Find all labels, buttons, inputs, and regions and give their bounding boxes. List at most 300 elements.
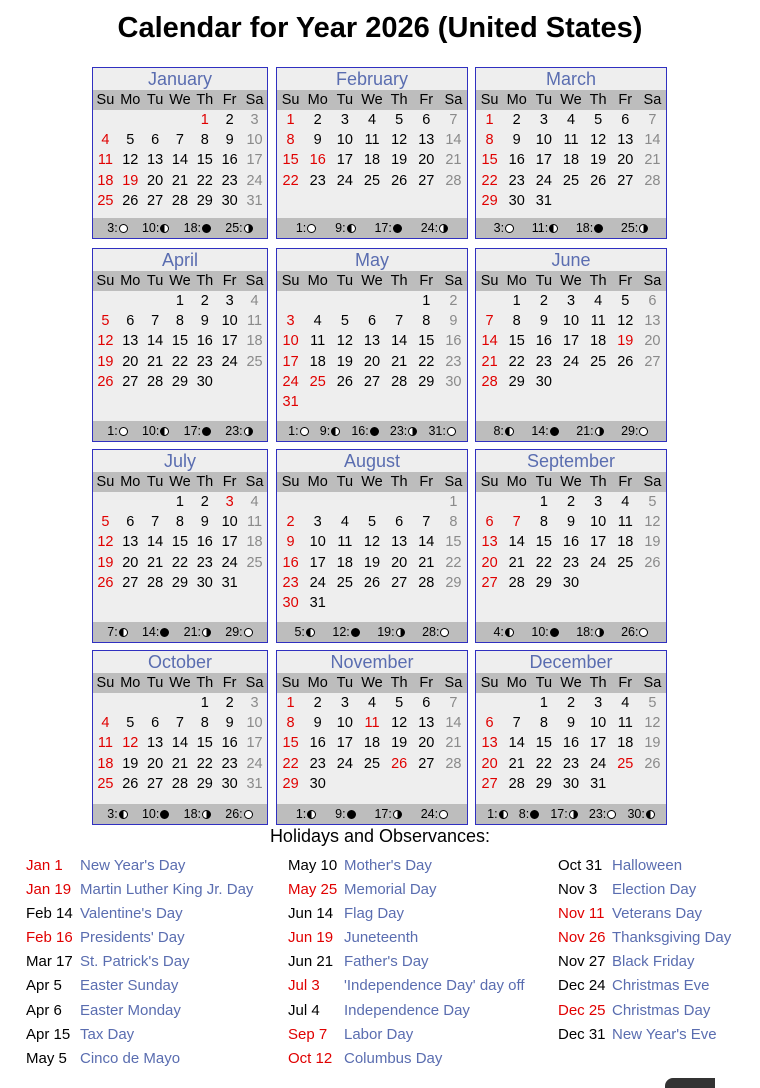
last-moon-icon [119,628,128,637]
day-cell: 2 [225,112,234,129]
day-cell: 21 [171,172,189,189]
month-october [92,650,268,825]
holiday-date: Dec 31 [558,1025,606,1043]
day-cell: 5 [126,132,135,149]
day-cell: 19 [644,534,661,551]
day-cell: 29 [481,192,498,209]
day-cell: 23 [221,172,238,189]
holiday-date: Jul 4 [288,1001,320,1019]
day-cell: 21 [445,735,462,752]
holiday-item [26,1050,253,1074]
day-cell: 10 [336,132,353,149]
weekday-header: Su [277,673,304,693]
day-cell: 15 [481,152,498,169]
weekday-header: Fr [217,271,242,291]
moon-phase-date: 16: [351,424,369,438]
empty-cell [93,291,118,311]
day-cell: 20 [363,353,381,370]
day-cell: 27 [391,574,408,591]
moon-phase-date: 23: [225,424,243,438]
holiday-link[interactable]: Election Day [612,881,697,899]
month-title[interactable]: January [147,69,213,89]
weekday-header: Su [476,673,503,693]
moon-phase [142,807,169,821]
weekday-header: Th [386,90,413,110]
weekday-header: Sa [440,90,467,110]
moon-phase [621,625,648,639]
weekday-header: We [557,90,584,110]
day-cell: 17 [336,735,353,752]
weekday-header: Tu [143,271,168,291]
day-cell: 7 [648,112,657,129]
day-cell: 17 [535,152,552,169]
day-cell: 27 [481,574,498,591]
weekday-header: Fr [217,90,242,110]
day-cell: 15 [535,534,552,551]
day-cell: 15 [282,152,299,169]
day-cell: 20 [391,554,408,571]
last-moon-icon [505,427,514,436]
day-cell: 9 [200,313,209,330]
day-cell: 18 [617,735,634,752]
empty-cell [386,492,413,512]
month-june [475,248,667,442]
weekday-header: Su [277,271,304,291]
holiday-link[interactable]: New Year's Day [80,857,186,874]
month-title[interactable]: September [526,451,616,471]
moon-phase [531,625,558,639]
day-cell: 25 [617,755,634,772]
moon-phase-date: 17: [183,424,202,438]
new-moon-icon [370,427,379,436]
holiday-link[interactable]: Tax Day [80,1025,135,1043]
day-cell: 21 [391,353,408,370]
day-cell: 19 [590,152,607,169]
weekday-header: Fr [413,90,440,110]
day-cell: 19 [336,353,353,370]
holiday-link[interactable]: Halloween [612,857,683,874]
holiday-link[interactable]: Christmas Day [612,1001,711,1019]
empty-cell [277,291,304,311]
moon-phase [107,807,127,821]
day-cell: 23 [309,755,326,772]
day-cell: 24 [221,554,238,571]
day-cell: 1 [512,293,521,310]
month-table [93,673,267,794]
day-cell: 22 [445,554,462,571]
holiday-date: Nov 26 [558,929,606,947]
moon-phase-date: 28: [422,625,440,639]
day-cell: 5 [648,695,657,712]
day-cell: 4 [621,695,630,712]
day-cell: 9 [200,514,209,531]
day-cell: 10 [282,333,299,350]
holiday-link[interactable]: Valentine's Day [80,905,183,923]
day-cell: 26 [363,574,381,591]
new-moon-icon [550,628,559,637]
moon-phase-date: 1: [295,807,307,821]
moon-phase [493,424,513,438]
day-cell: 12 [391,132,408,149]
weekday-header: Th [192,90,217,110]
day-cell: 28 [445,172,462,189]
day-cell: 15 [508,333,525,350]
day-cell: 22 [171,353,189,370]
holiday-link[interactable]: Father's Day [344,953,429,971]
day-cell: 24 [562,353,580,370]
weekday-header: Th [386,472,413,492]
weekday-header: We [557,271,584,291]
day-cell: 29 [535,775,552,792]
day-cell: 30 [282,595,299,612]
scroll-button[interactable] [665,1078,715,1088]
empty-cell [168,693,193,713]
day-cell: 30 [508,192,525,209]
empty-cell [585,573,612,593]
month-title[interactable]: March [545,69,596,89]
empty-cell [331,774,358,794]
moon-phase [107,625,127,639]
day-cell: 7 [512,715,521,732]
holiday-date: Feb 14 [26,905,73,923]
moon-phase-date: 8: [493,424,504,438]
moon-phases-bar [93,622,267,642]
day-cell: 2 [512,112,521,129]
moon-phase [621,424,648,438]
day-cell: 12 [336,333,353,350]
day-cell: 1 [539,494,548,511]
weekday-header: We [169,474,191,490]
holiday-date: Oct 12 [288,1049,333,1067]
day-cell: 3 [250,695,259,712]
day-cell: 16 [309,152,326,169]
day-cell: 8 [175,313,184,330]
weekday-header: Su [277,472,304,492]
holiday-link[interactable]: Labor Day [344,1025,414,1043]
holiday-link[interactable]: Juneteenth [344,929,419,947]
moon-phases-bar [476,622,666,642]
day-cell: 14 [445,132,462,149]
moon-phase-date: 3: [107,807,118,821]
day-cell: 6 [151,132,160,149]
holiday-link[interactable]: Flag Day [344,905,405,923]
moon-phase-date: 10: [141,424,160,438]
new-moon-icon [160,628,169,637]
weekday-header: Fr [612,271,639,291]
holiday-date: Jun 21 [288,953,334,971]
day-cell: 16 [221,152,238,169]
moon-phase [532,221,558,235]
day-cell: 26 [122,775,139,792]
day-cell: 6 [151,715,160,732]
weekday-header: Sa [639,673,666,693]
day-cell: 28 [418,574,435,591]
moon-phase [390,424,417,438]
month-title[interactable]: August [343,451,401,471]
day-cell: 12 [391,715,408,732]
day-cell: 27 [122,373,139,390]
day-cell: 25 [246,353,263,370]
empty-cell [585,191,612,211]
day-cell: 25 [363,172,381,189]
day-cell: 27 [147,775,164,792]
day-cell: 2 [313,112,322,129]
weekday-header: Th [585,90,612,110]
holiday-item [558,1026,731,1050]
day-cell: 12 [590,132,607,149]
holiday-item [288,929,525,953]
moon-phase-date: 24: [420,221,439,235]
empty-cell [585,372,612,392]
day-cell: 8 [485,132,494,149]
day-cell: 23 [445,353,462,370]
weekday-header: Th [192,271,217,291]
day-cell: 8 [422,313,431,330]
empty-cell [639,573,666,593]
month-table [476,472,666,593]
moon-phase [142,625,169,639]
empty-cell [557,372,584,392]
holiday-link[interactable]: Columbus Day [344,1049,443,1067]
moon-phase-date: 26: [621,625,639,639]
empty-cell [413,392,440,412]
holiday-date: Apr 6 [26,1001,62,1019]
holiday-link[interactable]: Memorial Day [344,881,437,899]
new-moon-icon [202,427,211,436]
moon-phase [421,221,448,235]
weekday-header: Tu [331,472,358,492]
holiday-item [26,881,253,905]
month-table [277,472,467,613]
day-cell: 14 [445,715,462,732]
weekday-header: Su [93,90,118,110]
day-cell: 26 [336,373,353,390]
holiday-item [558,857,731,881]
weekday-header: Mo [118,673,143,693]
empty-cell [143,110,168,130]
day-cell: 2 [313,695,322,712]
moon-phase-date: 18: [576,625,594,639]
month-title[interactable]: October [147,652,213,672]
day-cell: 31 [246,775,263,792]
holiday-link[interactable]: Mother's Day [344,857,432,874]
first-moon-icon [244,224,253,233]
day-cell: 23 [535,353,552,370]
day-cell: 11 [337,534,353,551]
day-cell: 15 [282,735,299,752]
day-cell: 19 [644,735,661,752]
day-cell: 2 [286,514,295,531]
holiday-link[interactable]: Easter Monday [80,1001,181,1019]
holiday-item [26,1002,253,1026]
holiday-link[interactable]: Veterans Day [612,905,703,923]
weekday-header: Sa [440,673,467,693]
moon-phase-date: 10: [531,625,549,639]
month-table [93,472,267,593]
holiday-date: Jan 1 [26,857,63,874]
holiday-link[interactable]: Easter Sunday [80,977,179,995]
holiday-link[interactable]: Martin Luther King Jr. Day [80,881,254,899]
last-moon-icon [160,427,169,436]
empty-cell [612,372,639,392]
day-cell: 26 [644,554,661,571]
month-title[interactable]: November [330,652,414,672]
day-cell: 2 [449,293,458,310]
moon-phase-date: 1: [107,424,118,438]
holidays-heading: Holidays and Observances: [269,826,491,846]
day-cell: 13 [391,534,408,551]
day-cell: 13 [644,313,661,330]
weekday-header: Th [585,673,612,693]
day-cell: 1 [286,695,295,712]
holiday-link[interactable]: Presidents' Day [80,929,185,947]
weekday-header: Fr [612,90,639,110]
day-cell: 7 [395,313,404,330]
day-cell: 15 [418,333,435,350]
day-cell: 14 [418,534,435,551]
day-cell: 13 [147,735,164,752]
month-table [476,673,666,794]
weekday-header: Tu [143,673,168,693]
new-moon-icon [594,224,603,233]
full-moon-icon [440,628,449,637]
empty-cell [358,291,385,311]
full-moon-icon [119,427,128,436]
holiday-link[interactable]: St. Patrick's Day [80,953,190,971]
empty-cell [612,573,639,593]
day-cell: 27 [418,755,435,772]
last-moon-icon [306,628,315,637]
full-moon-icon [244,810,253,819]
day-cell: 24 [336,755,353,772]
last-moon-icon [307,810,316,819]
day-cell: 31 [282,394,299,411]
holiday-date: Sep 7 [288,1025,328,1043]
day-cell: 2 [566,695,576,712]
last-moon-icon [160,224,169,233]
empty-cell [476,492,503,512]
day-cell: 15 [535,735,552,752]
day-cell: 24 [535,172,552,189]
moon-phase-date: 3: [493,221,505,235]
day-cell: 16 [445,333,462,350]
day-cell: 17 [246,735,263,752]
day-cell: 1 [449,494,458,511]
weekday-header: We [358,472,385,492]
empty-cell [242,573,267,593]
day-cell: 29 [282,775,299,792]
day-cell: 30 [221,192,238,209]
last-moon-icon [646,810,655,819]
holiday-date: Jun 14 [288,905,334,923]
day-cell: 21 [147,554,164,571]
day-cell: 11 [310,333,326,350]
month-title[interactable]: June [551,250,591,270]
day-cell: 13 [418,715,435,732]
empty-cell [358,392,385,412]
first-moon-icon [639,224,648,233]
new-moon-icon [160,810,169,819]
moon-phase [589,807,616,821]
day-cell: 8 [539,715,548,732]
holiday-column [26,857,253,1074]
moon-phase [225,625,252,639]
day-cell: 4 [250,293,259,310]
day-cell: 3 [566,293,576,310]
day-cell: 30 [562,775,580,792]
day-cell: 15 [171,534,189,551]
last-moon-icon [119,810,128,819]
moon-phase [296,221,316,235]
first-moon-icon [396,628,405,637]
day-cell: 6 [485,514,494,531]
day-cell: 28 [508,775,525,792]
month-title[interactable]: December [529,652,613,672]
day-cell: 21 [481,353,498,370]
day-cell: 15 [196,735,213,752]
holiday-item [558,929,731,953]
holiday-link[interactable]: 'Independence Day' day off [344,977,525,995]
moon-phase [184,807,211,821]
month-january [92,67,268,239]
holiday-link[interactable]: Black Friday [612,953,695,971]
day-cell: 25 [363,755,381,772]
holiday-item [26,1026,253,1050]
day-cell: 13 [617,132,634,149]
day-cell: 24 [590,554,607,571]
holiday-item [26,857,253,881]
month-title[interactable]: July [163,451,196,471]
day-cell: 29 [171,373,189,390]
day-cell: 6 [422,695,431,712]
empty-cell [277,492,304,512]
day-cell: 21 [508,755,525,772]
moon-phase [374,807,401,821]
moon-phase-date: 29: [225,625,243,639]
weekday-header: Mo [304,673,331,693]
day-cell: 5 [594,112,603,129]
empty-cell [476,693,503,713]
month-title[interactable]: February [335,69,409,89]
day-cell: 17 [246,152,263,169]
holiday-link[interactable]: Thanksgiving Day [612,929,732,947]
holiday-link[interactable]: Christmas Eve [612,977,710,995]
full-moon-icon [119,224,128,233]
holiday-link[interactable]: Independence Day [344,1001,470,1019]
day-cell: 11 [97,152,113,169]
day-cell: 10 [246,132,263,149]
month-title[interactable]: April [161,250,198,270]
weekday-header: Su [93,271,118,291]
holiday-link[interactable]: Cinco de Mayo [80,1049,181,1067]
moon-phase [422,625,449,639]
month-december [475,650,667,825]
month-title[interactable]: May [354,250,389,270]
day-cell: 5 [101,313,110,330]
weekday-header: Tu [530,271,557,291]
day-cell: 9 [313,132,322,149]
day-cell: 1 [422,293,431,310]
day-cell: 19 [97,554,114,571]
empty-cell [358,774,385,794]
day-cell: 9 [286,534,295,551]
weekday-header: Mo [503,673,530,693]
weekday-header: Mo [118,472,143,492]
month-table [277,90,467,191]
moon-phase-date: 17: [550,807,568,821]
weekday-header: Fr [413,271,440,291]
holiday-link[interactable]: New Year's Eve [612,1025,717,1043]
